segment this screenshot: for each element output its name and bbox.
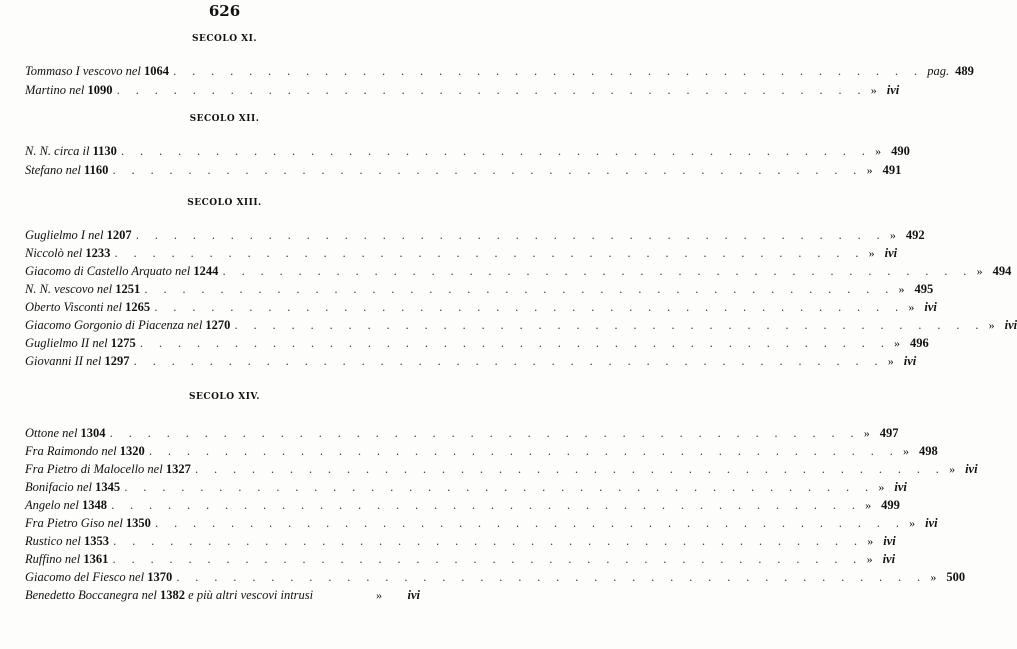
entry-year: 1244: [193, 264, 219, 278]
entry-name: Giacomo Gorgonio di Piacenza nel 1270: [25, 318, 231, 332]
index-entry: [25, 142, 910, 160]
dot-leader: . . . . . . . . . . . . . . . . . . . . . . . . . . . . . . . . . . . . . . . .: [194, 463, 946, 476]
entry-name: Guglielmo II nel 1275: [25, 336, 136, 350]
dot-leader: . . . . . . . . . . . . . . . . . . . . . . . . . . . . . . . . . . . . . . . .: [154, 301, 905, 314]
page-reference: 491: [882, 163, 902, 177]
dot-leader: . . . . . . . . . . . . . . . . . . . . . . . . . . . . . . . . . . . . . . . .: [154, 517, 906, 530]
ditto-mark: »: [898, 282, 905, 296]
index-entry: [25, 226, 925, 244]
entry-name: Oberto Visconti nel 1265: [25, 300, 151, 314]
page-reference: ivi: [407, 588, 420, 602]
ditto-mark: »: [868, 246, 875, 260]
section-heading: SECOLO XIII.: [187, 198, 262, 208]
section-heading: SECOLO XIV.: [189, 392, 260, 402]
ditto-mark: »: [865, 498, 872, 512]
page-reference: 489: [955, 64, 974, 78]
dot-leader: . . . . . . . . . . . . . . . . . . . . . . . . . . . . . . . . . . . . . . . .: [114, 247, 865, 260]
page-reference: ivi: [903, 354, 917, 368]
dot-leader: . . . . . . . . . . . . . . . . . . . . . . . . . . . . . . . . . . . . . . . .: [144, 283, 895, 296]
index-entry: [25, 352, 917, 370]
page-reference: 497: [879, 426, 899, 440]
section-heading: SECOLO XI.: [192, 34, 257, 44]
entry-year: 1345: [95, 480, 121, 494]
section-heading: SECOLO XII.: [189, 114, 260, 124]
entry-year: 1382: [160, 588, 186, 602]
page-reference: ivi: [882, 552, 896, 566]
dot-leader: . . . . . . . . . . . . . . . . . . . . . . . . . . . . . . . . . . . . . . . .: [112, 553, 863, 566]
entry-year: 1361: [83, 552, 109, 566]
page-reference: ivi: [1004, 318, 1017, 332]
entry-name: Niccolò nel 1233: [25, 246, 111, 260]
index-entry: [25, 586, 420, 604]
entry-year: 1233: [85, 246, 111, 260]
dot-leader: . . . . . . . . . . . . . . . . . . . . . . . . . . . . . . . . . . . . . . . .: [112, 164, 863, 177]
index-entry: [25, 550, 896, 568]
ditto-mark: »: [949, 462, 956, 476]
page-reference: 494: [992, 264, 1012, 278]
index-entry: [25, 280, 934, 298]
page-reference: ivi: [883, 534, 896, 548]
entry-name: Fra Pietro di Malocello nel 1327: [25, 462, 191, 476]
page-reference: 499: [881, 498, 900, 512]
entry-name: Ottone nel 1304: [25, 426, 106, 440]
ditto-mark: »: [867, 534, 874, 548]
dot-leader: . . . . . . . . . . . . . . . . . . . . . . . . . . . . . . . . . . . . . . . .: [120, 145, 872, 158]
page-reference: ivi: [925, 516, 938, 530]
page-reference: ivi: [924, 300, 937, 314]
entry-year: 1160: [84, 163, 109, 177]
page-reference: ivi: [894, 480, 907, 494]
entry-year: 1090: [87, 83, 113, 97]
ditto-mark: »: [893, 336, 900, 350]
entry-name: Bonifacio nel 1345: [25, 480, 121, 494]
dot-leader: . . . . . . . . . . . . . . . . . . . . . . . . . . . . . . . . . . . . . . . .: [116, 84, 867, 97]
entry-year: 1297: [104, 354, 130, 368]
entry-name: Giacomo del Fiesco nel 1370: [25, 570, 173, 584]
entry-year: 1265: [125, 300, 151, 314]
page-abbrev: pag.: [927, 64, 950, 78]
entry-year: 1207: [106, 228, 132, 242]
ditto-mark: »: [903, 444, 910, 458]
entry-year: 1320: [119, 444, 145, 458]
index-entry: [25, 262, 1012, 280]
index-entry: [25, 460, 978, 478]
index-entry: [25, 442, 938, 460]
index-entry: [25, 316, 1017, 334]
entry-year: 1348: [81, 498, 107, 512]
page-reference: ivi: [965, 462, 978, 476]
entry-name: Giacomo di Castello Arquato nel 1244: [25, 264, 219, 278]
index-entry: [25, 424, 899, 442]
entry-name: Tommaso I vescovo nel 1064: [25, 64, 169, 78]
dot-leader: . . . . . . . . . . . . . . . . . . . . . . . . . . . . . . . . . . . . . . . .: [172, 65, 924, 78]
entry-name: Ruffino nel 1361: [25, 552, 109, 566]
index-entry: [25, 334, 929, 352]
entry-name: Fra Raimondo nel 1320: [25, 444, 145, 458]
entry-year: 1370: [147, 570, 173, 584]
ditto-mark: »: [889, 228, 896, 242]
ditto-mark: »: [887, 354, 894, 368]
page-reference: ivi: [886, 83, 900, 97]
dot-leader: . . . . . . . . . . . . . . . . . . . . . . . . . . . . . . . . . . . . . . . .: [234, 319, 985, 332]
entry-year: 1130: [92, 144, 117, 158]
entry-name: Martino nel 1090: [25, 83, 113, 97]
entry-name: N. N. circa il 1130: [25, 144, 117, 158]
page-number: 626: [208, 2, 241, 20]
dot-leader: . . . . . . . . . . . . . . . . . . . . . . . . . . . . . . . . . . . . . . . .: [139, 337, 890, 350]
ditto-mark: »: [909, 516, 916, 530]
entry-year: 1275: [110, 336, 136, 350]
dot-leader: . . . . . . . . . . . . . . . . . . . . . . . . . . . . . . . . . . . . . . . .: [113, 535, 864, 548]
dot-leader: . . . . . . . . . . . . . . . . . . . . . . . . . . . . . . . . . . . . . . . .: [135, 229, 886, 242]
entry-name: Angelo nel 1348: [25, 498, 107, 512]
entry-year: 1251: [115, 282, 141, 296]
page-reference: 498: [919, 444, 938, 458]
index-entry: [25, 81, 900, 99]
entry-year: 1350: [125, 516, 151, 530]
dot-leader: . . . . . . . . . . . . . . . . . . . . . . . . . . . . . . . . . . . . . . . .: [133, 355, 884, 368]
page-reference: 496: [909, 336, 929, 350]
ditto-mark: »: [866, 163, 873, 177]
entry-name: Rustico nel 1353: [25, 534, 110, 548]
index-entry: [25, 62, 974, 80]
index-entry: [25, 161, 902, 179]
entry-year: 1327: [165, 462, 191, 476]
dot-leader: . . . . . . . . . . . . . . . . . . . . . . . . . . . . . . . . . . . . . . . .: [176, 571, 927, 584]
ditto-mark: »: [976, 264, 983, 278]
dot-leader: . . . . . . . . . . . . . . . . . . . . . . . . . . . . . . . . . . . . . . . .: [109, 427, 860, 440]
page-reference: 492: [905, 228, 925, 242]
ditto-mark: »: [878, 480, 885, 494]
entry-name: Guglielmo I nel 1207: [25, 228, 132, 242]
ditto-mark: »: [988, 318, 995, 332]
dot-leader: . . . . . . . . . . . . . . . . . . . . . . . . . . . . . . . . . . . . . . . .: [110, 499, 862, 512]
entry-name: N. N. vescovo nel 1251: [25, 282, 141, 296]
ditto-mark: »: [930, 570, 937, 584]
ditto-mark: »: [875, 144, 882, 158]
entry-name: Benedetto Boccanegra nel 1382 e più altri vescovi intrusi: [25, 588, 314, 602]
index-entry: [25, 568, 966, 586]
index-entry: [25, 478, 907, 496]
page-reference: 495: [914, 282, 934, 296]
index-entry: [25, 244, 898, 262]
index-entry: [25, 532, 896, 550]
dot-leader: . . . . . . . . . . . . . . . . . . . . . . . . . . . . . . . . . . . . . . . .: [124, 481, 875, 494]
index-entry: [25, 298, 937, 316]
entry-year: 1304: [80, 426, 106, 440]
ditto-mark: »: [376, 588, 382, 602]
ditto-mark: »: [870, 83, 877, 97]
entry-year: 1353: [84, 534, 110, 548]
ditto-mark: »: [866, 552, 873, 566]
entry-name: Stefano nel 1160: [25, 163, 109, 177]
page-reference: ivi: [884, 246, 898, 260]
entry-year: 1064: [143, 64, 169, 78]
page-reference: 490: [891, 144, 910, 158]
index-entry: [25, 496, 900, 514]
ditto-mark: »: [908, 300, 915, 314]
entry-name: Giovanni II nel 1297: [25, 354, 130, 368]
dot-leader: . . . . . . . . . . . . . . . . . . . . . . . . . . . . . . . . . . . . . . . .: [148, 445, 900, 458]
page-reference: 500: [946, 570, 966, 584]
entry-year: 1270: [205, 318, 231, 332]
index-entry: [25, 514, 938, 532]
entry-name: Fra Pietro Giso nel 1350: [25, 516, 151, 530]
dot-leader: . . . . . . . . . . . . . . . . . . . . . . . . . . . . . . . . . . . . . . . .: [222, 265, 973, 278]
ditto-mark: »: [863, 426, 870, 440]
